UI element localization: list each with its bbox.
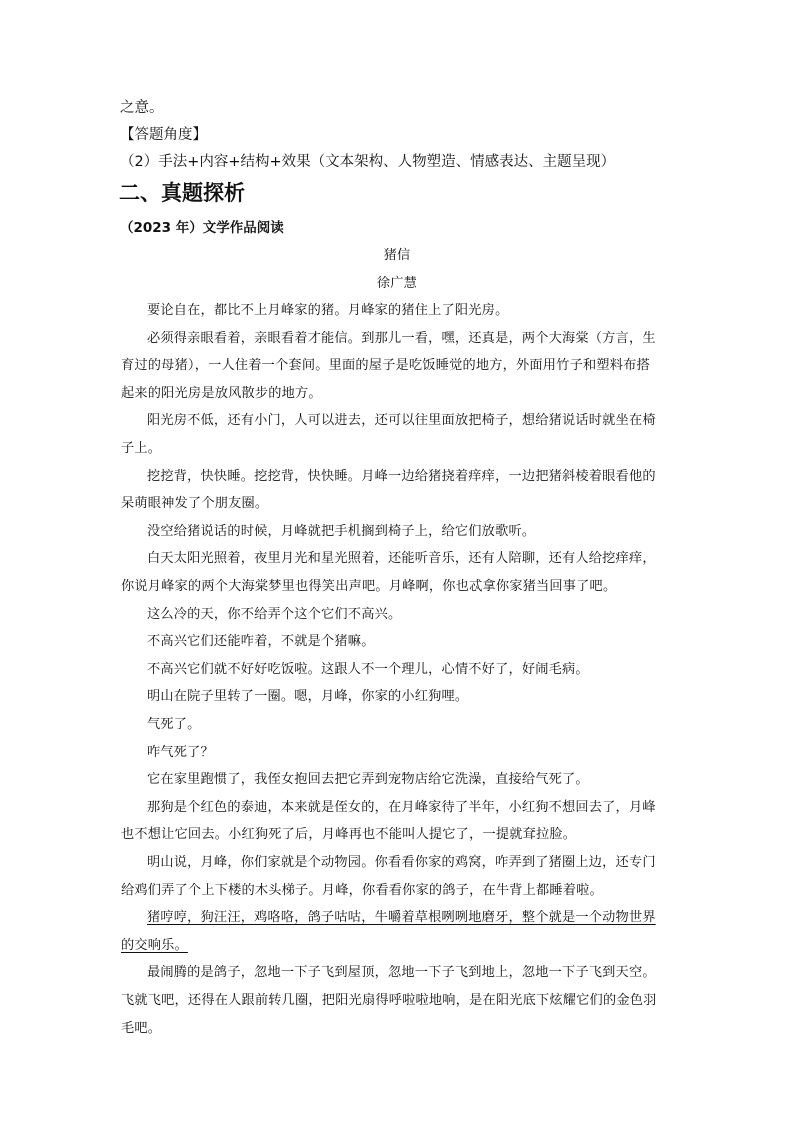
article-title: 猪信 [383, 248, 411, 263]
paragraph-14-line-2: 也不想让它回去。小红狗死了后，月峰再也不能叫人提它了，一提就耷拉脸。 [121, 827, 577, 843]
paragraph-12-line-1: 咋气死了？ [147, 744, 214, 760]
paragraph-6-line-1: 白天太阳光照着，夜里月光和星光照着，还能听音乐，还有人陪聊，还有人给挖痒痒， [147, 551, 656, 567]
paragraph-10-line-1: 明山在院子里转了一圈。嗯，月峰，你家的小红狗哩。 [147, 689, 469, 705]
paragraph-16-line-1: 猪哼哼，狗汪汪，鸡咯咯，鸽子咕咕，牛嚼着草根咧咧地磨牙，整个就是一个动物世界 [147, 910, 656, 926]
paragraph-15-line-1: 明山说，月峰，你们家就是个动物园。你看看你家的鸡窝，咋弄到了猪圈上边，还专门 [147, 855, 656, 870]
paragraph-5-line-1: 没空给猪说话的时候，月峰就把手机搁到椅子上，给它们放歌听。 [147, 523, 536, 539]
paragraph-16-line-2: 的交响乐。 [121, 937, 188, 953]
article-author: 徐广慧 [376, 276, 418, 291]
paragraph-7-line-1: 这么冷的天，你不给弄个这个它们不高兴。 [147, 606, 402, 622]
paragraph-6-line-2: 你说月峰家的两个大海棠梦里也得笑出声吧。月峰啊，你也忒拿你家猪当回事了吧。 [121, 579, 617, 594]
paragraph-17-line-2: 飞就飞吧，还得在人跟前转几圈，把阳光扇得呼啦啦地响，是在阳光底下炫耀它们的金色羽 [121, 993, 657, 1008]
paragraph-2-line-3: 起来的阳光房是放风散步的地方。 [121, 385, 322, 401]
answer-angle-item: （2）手法+内容+结构+效果（文本架构、人物塑造、情感表达、主题呈现） [120, 154, 616, 170]
paragraph-17-line-3: 毛吧。 [121, 1020, 162, 1036]
section-title: 二、真题探析 [119, 181, 245, 205]
paragraph-8-line-1: 不高兴它们还能咋着，不就是个猪嘛。 [147, 634, 375, 650]
paragraph-9-line-1: 不高兴它们就不好好吃饭啦。这跟人不一个理儿，心情不好了，好闹毛病。 [147, 661, 589, 677]
previous-text-tail: 之意。 [120, 100, 164, 116]
paragraph-11-line-1: 气死了。 [147, 717, 201, 732]
paragraph-3-line-1: 阳光房不低，还有小门，人可以进去，还可以往里面放把椅子，想给猪说话时就坐在椅 [147, 413, 656, 429]
paragraph-4-line-2: 呆萌眼神发了个朋友圈。 [121, 496, 269, 512]
paragraph-1-line-1: 要论自在，都比不上月峰家的猪。月峰家的猪住上了阳光房。 [147, 303, 509, 318]
paragraph-17-line-1: 最闹腾的是鸽子，忽地一下子飞到屋顶，忽地一下子飞到地上，忽地一下子飞到天空。 [147, 965, 656, 981]
paragraph-4-line-1: 挖挖背，快快睡。挖挖背，快快睡。月峰一边给猪挠着痒痒，一边把猪斜棱着眼看他的 [147, 468, 656, 484]
paragraph-14-line-1: 那狗是个红色的泰迪，本来就是侄女的，在月峰家待了半年，小红狗不想回去了，月峰 [147, 799, 656, 815]
paragraph-2-line-1: 必须得亲眼看着，亲眼看着才能信。到那儿一看，嘿，还真是，两个大海棠（方言，生 [147, 330, 656, 346]
exam-label: （2023 年）文学作品阅读 [120, 220, 284, 236]
paragraph-2-line-2: 育过的母猪），一人住着一个套间。里面的屋子是吃饭睡觉的地方，外面用竹子和塑料布搭 [121, 358, 650, 374]
paragraph-13-line-1: 它在家里跑惯了，我侄女抱回去把它弄到宠物店给它洗澡，直接给气死了。 [147, 772, 589, 788]
paragraph-15-line-2: 给鸡们弄了个上下楼的木头梯子。月峰，你看看你家的鸽子，在牛背上都睡着啦。 [121, 882, 603, 898]
answer-angle-label: 【答题角度】 [120, 127, 207, 143]
paragraph-3-line-2: 子上。 [121, 441, 162, 456]
